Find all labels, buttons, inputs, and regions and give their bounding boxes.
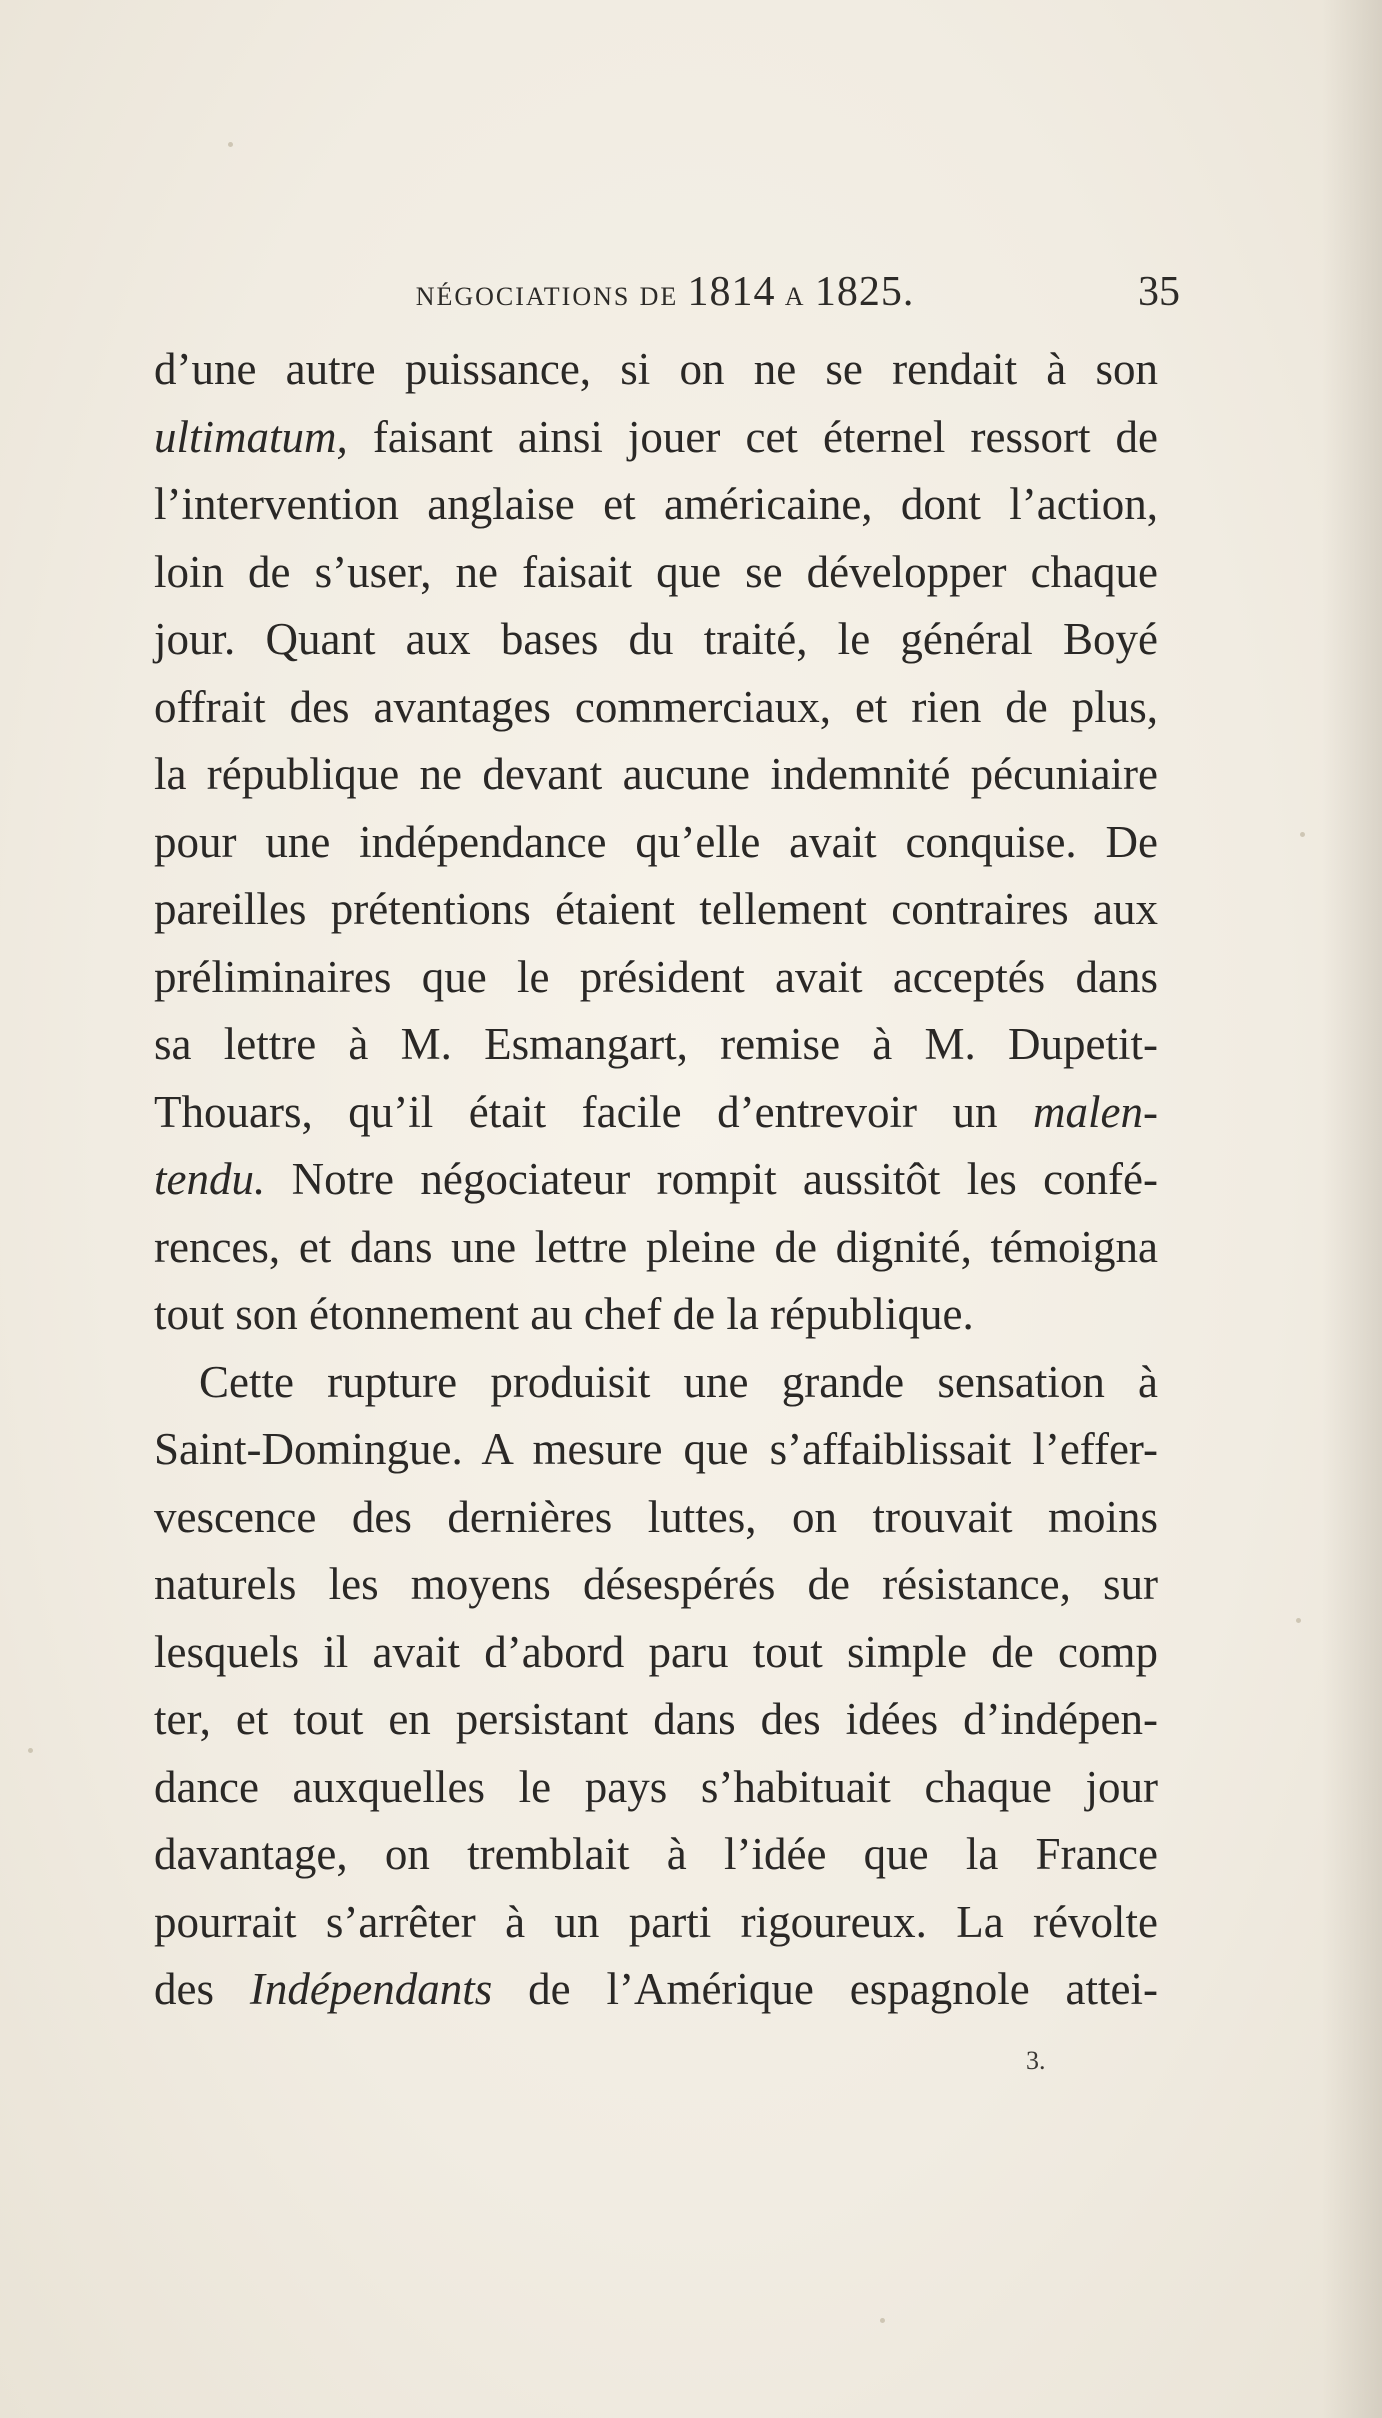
text-line: sa lettre à M. Esmangart, remise à M. Dupetit- xyxy=(154,1019,1158,1069)
text-line: préliminaires que le président avait acceptés dans xyxy=(154,951,1158,1002)
text-line: pour une indépendance qu’elle avait conquise. De xyxy=(154,816,1158,867)
text-line: ter, et tout en persistant dans des idées d’indépen- xyxy=(154,1694,1158,1744)
text-line: naturels les moyens désespérés de résistance, sur xyxy=(154,1559,1158,1609)
text-line: d’une autre puissance, si on ne se rendait à son xyxy=(154,344,1158,394)
text-line: dance auxquelles le pays s’habituait chaque jour xyxy=(154,1761,1158,1812)
title-a: A xyxy=(784,282,806,311)
paper-speck xyxy=(1296,1618,1301,1623)
paper-speck xyxy=(228,142,233,147)
text-line xyxy=(154,404,1158,472)
paper-speck xyxy=(1300,832,1305,837)
paper-speck xyxy=(28,1748,33,1753)
text-line: lesquels il avait d’abord paru tout simple de comp xyxy=(154,1626,1158,1677)
title-word: NÉGOCIATIONS xyxy=(415,282,631,311)
body-text xyxy=(154,336,1158,2024)
running-header xyxy=(150,268,1180,328)
text-segment: Notre négociateur rompit aussitôt les confé- xyxy=(265,1154,1158,1204)
text-line: l’intervention anglaise et américaine, dont l’action, xyxy=(154,479,1158,529)
title-year-start: 1814 xyxy=(687,269,776,315)
italic-text: tendu. xyxy=(154,1154,266,1204)
text-line: Saint-Domingue. A mesure que s’affaiblissait l’effer- xyxy=(154,1424,1158,1474)
text-line: pareilles prétentions étaient tellement contraires aux xyxy=(154,884,1158,934)
text-line: offrait des avantages commerciaux, et rien de plus, xyxy=(154,681,1158,732)
text-line: davantage, on tremblait à l’idée que la France xyxy=(154,1829,1158,1879)
italic-text: Indépendants xyxy=(249,1964,493,2014)
paper-speck xyxy=(880,2318,885,2323)
italic-text: malen- xyxy=(1033,1086,1158,1137)
text-segment: faisant ainsi jouer cet éternel ressort de xyxy=(347,411,1158,462)
text-line xyxy=(154,1146,1158,1214)
page-edge-shadow xyxy=(1322,0,1382,2418)
signature-mark: 3. xyxy=(1026,2046,1046,2075)
text-line: jour. Quant aux bases du traité, le général Boyé xyxy=(154,614,1158,664)
title-de: DE xyxy=(639,282,679,311)
text-line: pourrait s’arrêter à un parti rigoureux. La révolte xyxy=(154,1896,1158,1947)
italic-text: ultimatum, xyxy=(154,411,348,462)
text-segment: de l’Amérique espagnole attei- xyxy=(492,1964,1158,2014)
title-year-end: 1825. xyxy=(814,269,915,315)
text-line: Cette rupture produisit une grande sensation à xyxy=(199,1356,1158,1407)
text-line: loin de s’user, ne faisait que se développer chaque xyxy=(154,546,1158,597)
text-line: vescence des dernières luttes, on trouvait moins xyxy=(154,1491,1158,1542)
text-line xyxy=(154,1079,1158,1147)
text-segment: des xyxy=(154,1964,250,2014)
text-segment: Thouars, qu’il était facile d’entrevoir un xyxy=(154,1086,1034,1137)
text-line: rences, et dans une lettre pleine de dignité, témoigna xyxy=(154,1221,1158,1272)
text-line: la république ne devant aucune indemnité pécuniaire xyxy=(154,749,1158,799)
text-line xyxy=(154,1956,1158,2024)
page-number: 35 xyxy=(1138,269,1180,315)
running-title xyxy=(150,268,1180,316)
text-line: tout son étonnement au chef de la république. xyxy=(154,1289,974,1339)
